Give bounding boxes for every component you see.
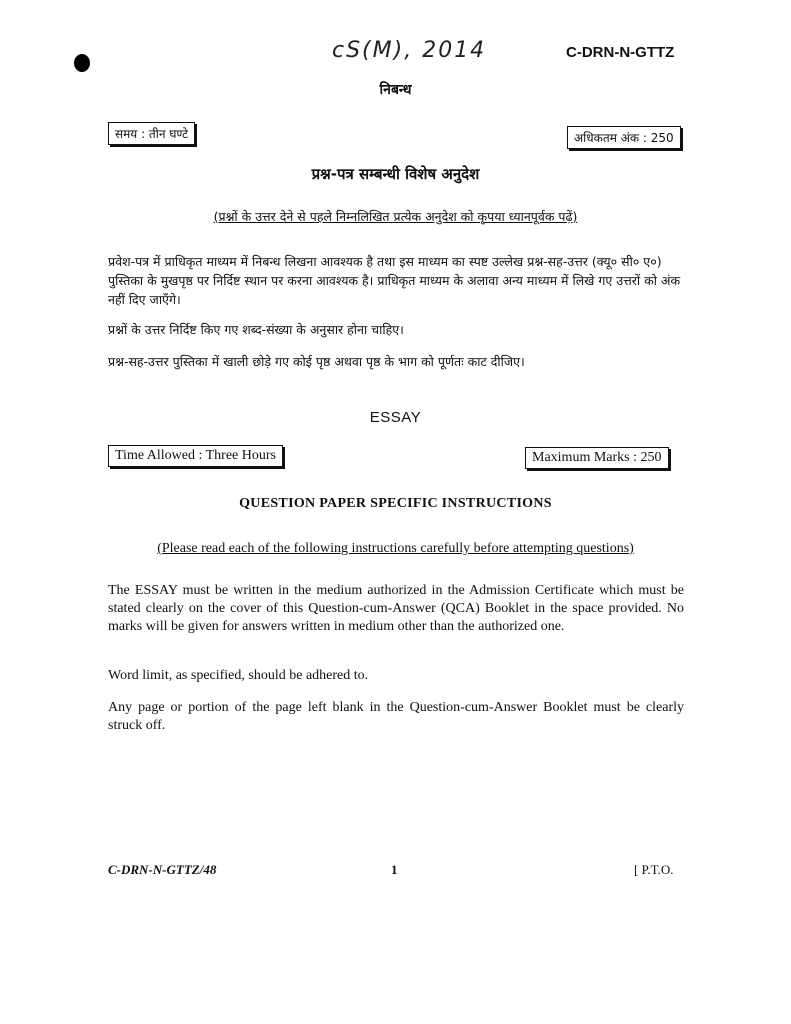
hindi-instructions-heading: प्रश्न-पत्र सम्बन्धी विशेष अनुदेश (311, 165, 480, 183)
english-subject-title: ESSAY (369, 409, 422, 426)
footer-paper-code: C-DRN-N-GTTZ/48 (108, 862, 217, 877)
english-instructions-heading: QUESTION PAPER SPECIFIC INSTRUCTIONS (239, 496, 552, 511)
english-instruction-paragraph: Any page or portion of the page left blank in the Question-cum-Answer Booklet must be clearly struck off. (108, 700, 684, 733)
footer-page-number: 1 (391, 862, 398, 877)
english-max-marks-box: Maximum Marks : 250 (525, 447, 669, 469)
english-instruction-paragraph: Word limit, as specified, should be adhered to. (108, 668, 369, 683)
hindi-time-allowed-box: समय : तीन घण्टे (108, 122, 195, 145)
hindi-instructions-subheading: (प्रश्नों के उत्तर देने से पहले निम्नलिखित प्रत्येक अनुदेश को कृपया ध्यानपूर्वक पढ़ें) (213, 209, 578, 224)
english-instruction-paragraph: The ESSAY must be written in the medium authorized in the Admission Certificate which must be stated clearly on the cover of this Question-cum-Answer (QCA) Booklet in the space provided. No marks will be given for answers written in medium other than the authorized one. (108, 583, 684, 634)
english-time-allowed-box: Time Allowed : Three Hours (108, 445, 283, 467)
hindi-max-marks-box: अधिकतम अंक : 250 (567, 126, 681, 149)
handwritten-note: cS(M), 2014 (332, 38, 487, 63)
english-instructions-subheading: (Please read each of the following instructions carefully before attempting questions) (157, 541, 634, 556)
paper-code: C-DRN-N-GTTZ (566, 44, 675, 61)
hindi-instruction-paragraph: प्रवेश-पत्र में प्राधिकृत माध्यम में निबन्ध लिखना आवश्यक है तथा इस माध्यम का स्पष्ट उल्लेख प्रश्न-सह-उत्तर (क्यू० सी० ए०) पुस्तिका के मुखपृष्ठ पर निर्दिष्ट स्थान पर करना आवश्यक है। प्राधिकृत माध्यम के अलावा अन्य माध्यम में लिखे गए उत्तरों को अंक नहीं दिए जाएँगे। (108, 254, 681, 307)
hindi-instruction-paragraph: प्रश्नों के उत्तर निर्दिष्ट किए गए शब्द-संख्या के अनुसार होना चाहिए। (108, 322, 404, 337)
punch-hole-mark (74, 54, 90, 72)
hindi-instruction-paragraph: प्रश्न-सह-उत्तर पुस्तिका में खाली छोड़े गए कोई पृष्ठ अथवा पृष्ठ के भाग को पूर्णतः काट दीजिए। (108, 354, 525, 369)
footer-pto: [ P.T.O. (634, 862, 674, 877)
hindi-subject-title: निबन्ध (379, 82, 412, 98)
